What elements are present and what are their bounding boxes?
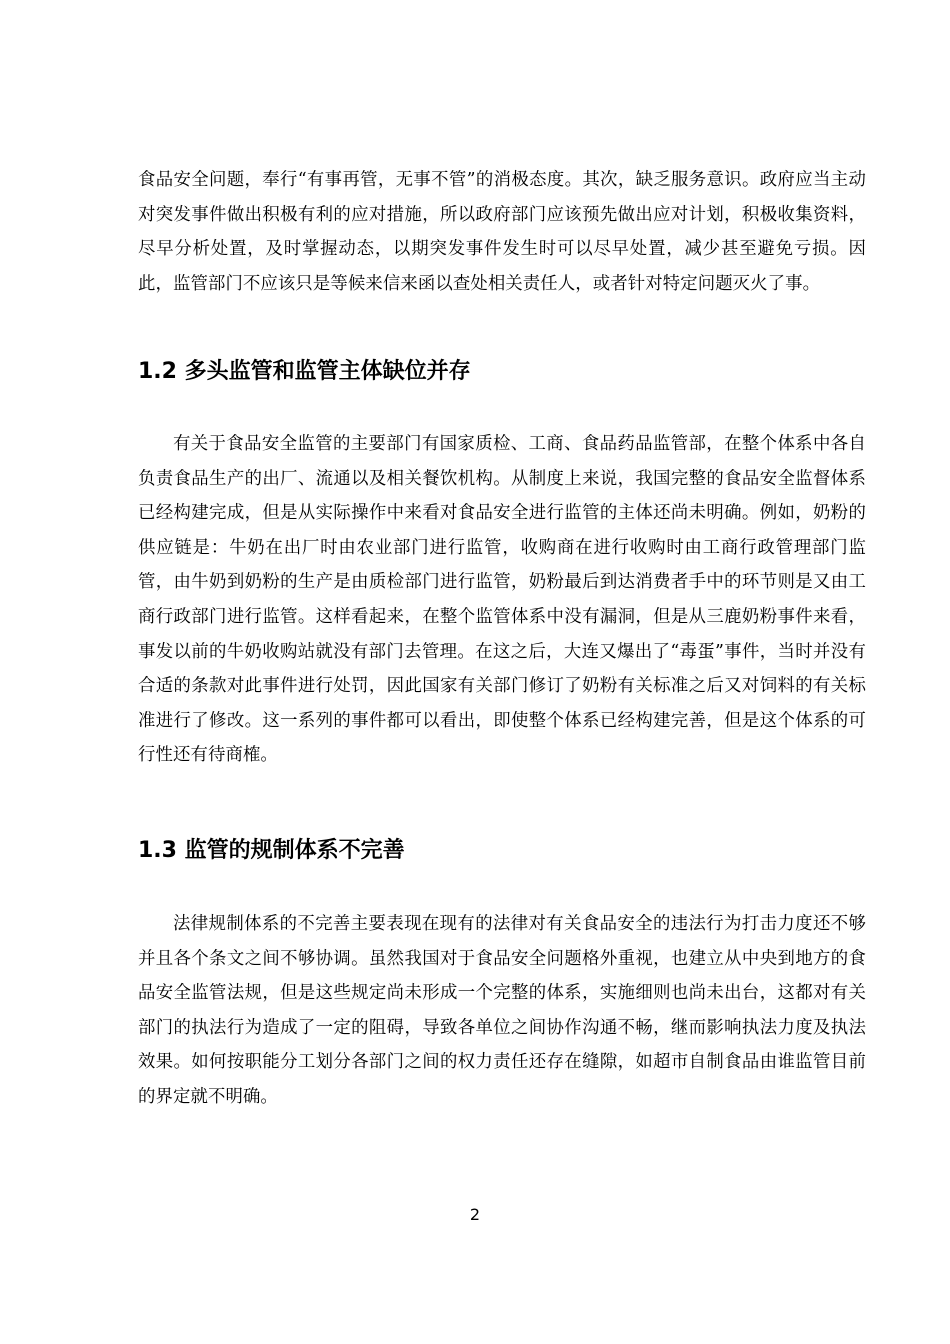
section-heading-1-3: 1.3 监管的规制体系不完善 — [138, 838, 405, 863]
paragraph-multi-supervision: 有关于食品安全监管的主要部门有国家质检、工商、食品药品监管部，在整个体系中各自负责食品生产的出厂、流通以及相关餐饮机构。从制度上来说，我国完整的食品安全监督体系已经构建完成，但是从实际操作中来看对食品安全进行监管的主体还尚未明确。例如，奶粉的供应链是：牛奶在出厂时由农业部门进行监管，收购商在进行收购时由工商行政管理部门监管，由牛奶到奶粉的生产是由质检部门进行监管，奶粉最后到达消费者手中的环节则是又由工商行政部门进行监管。这样看起来，在整个监管体系中没有漏洞，但是从三鹿奶粉事件来看，事发以前的牛奶收购站就没有部门去管理。在这之后，大连又爆出了“毒蛋”事件，当时并没有合适的条款对此事件进行处罚，因此国家有关部门修订了奶粉有关标准之后又对饲料的有关标准进行了修改。这一系列的事件都可以看出，即使整个体系已经构建完善，但是这个体系的可行性还有待商榷。 — [138, 434, 866, 766]
paragraph-intro: 食品安全问题，奉行“有事再管，无事不管”的消极态度。其次，缺乏服务意识。政府应当主动对突发事件做出积极有利的应对措施，所以政府部门应该预先做出应对计划，积极收集资料，尽早分析处置，及时掌握动态，以期突发事件发生时可以尽早处置，减少甚至避免亏损。因此，监管部门不应该只是等候来信来函以查处相关责任人，或者针对特定问题灭火了事。 — [138, 170, 866, 294]
section-heading-1-2: 1.2 多头监管和监管主体缺位并存 — [138, 359, 471, 384]
page-number: 2 — [469, 1205, 481, 1224]
paragraph-regulatory-system: 法律规制体系的不完善主要表现在现有的法律对有关食品安全的违法行为打击力度还不够并且各个条文之间不够协调。虽然我国对于食品安全问题格外重视，也建立从中央到地方的食品安全监管法规，但是这些规定尚未形成一个完整的体系，实施细则也尚未出台，这都对有关部门的执法行为造成了一定的阻碍，导致各单位之间协作沟通不畅，继而影响执法力度及执法效果。如何按职能分工划分各部门之间的权力责任还存在缝隙，如超市自制食品由谁监管目前的界定就不明确。 — [138, 914, 866, 1107]
